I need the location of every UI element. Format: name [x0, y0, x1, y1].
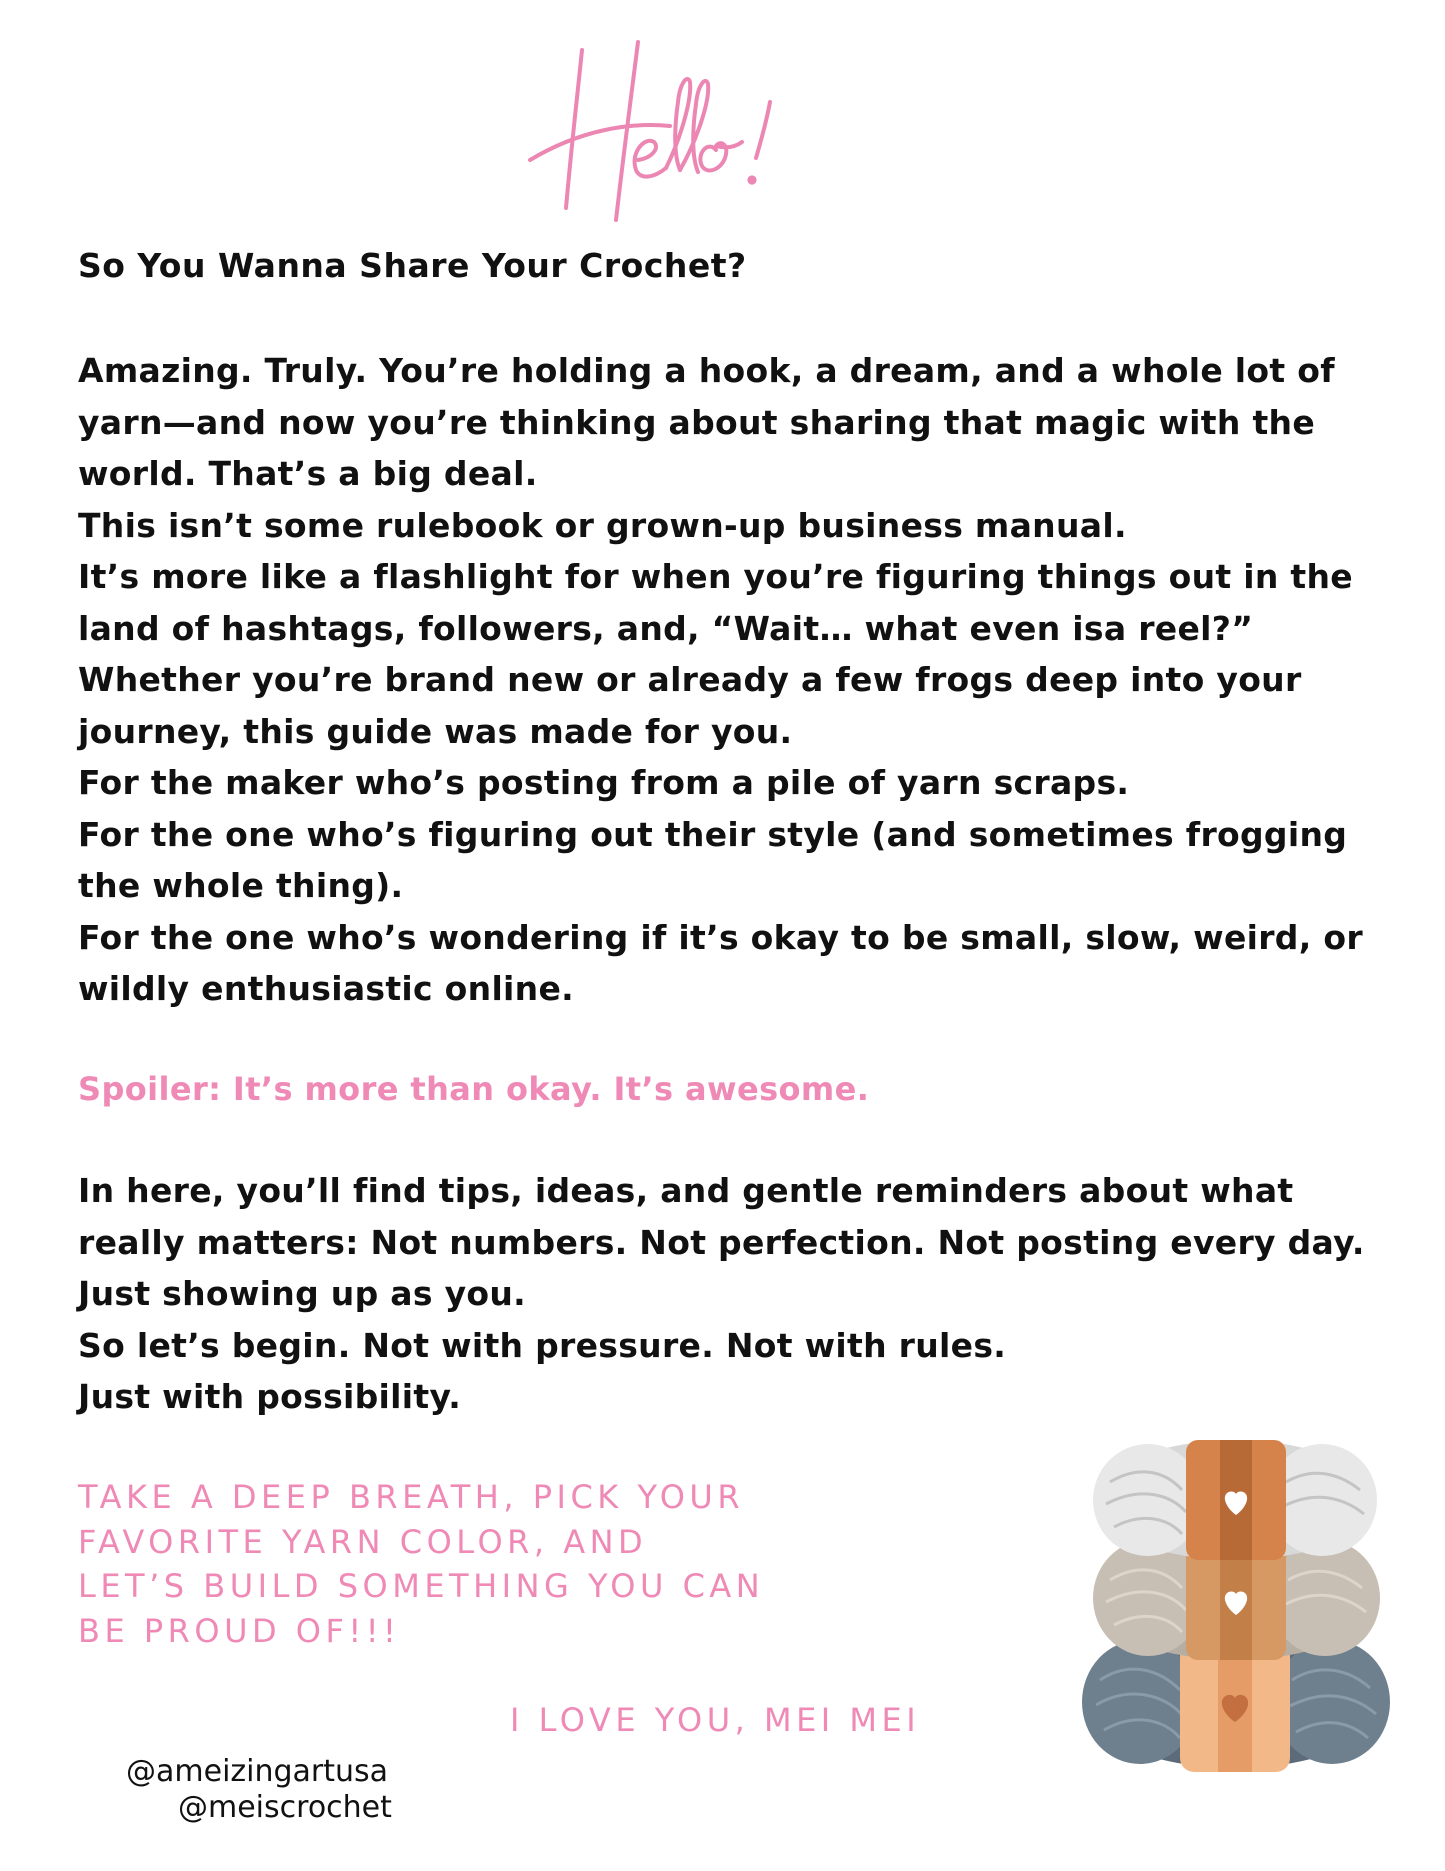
call-to-action — [78, 1475, 764, 1653]
closing-line: really matters: Not numbers. Not perfection. Not posting every day. — [78, 1222, 1365, 1262]
intro-line: Whether you’re brand new or already a few frogs deep into your — [78, 660, 1302, 699]
social-handles — [126, 1754, 392, 1826]
intro-line: Amazing. Truly. You’re holding a hook, a dream, and a whole lot of — [78, 351, 1335, 390]
closing-line: Just with possibility. — [78, 1377, 462, 1416]
intro-line: wildly enthusiastic online. — [78, 969, 574, 1008]
intro-line: For the one who’s figuring out their style (and sometimes frogging — [78, 814, 1348, 854]
intro-line: journey, this guide was made for you. — [78, 711, 793, 751]
intro-line: world. That’s a big deal. — [78, 454, 538, 493]
yarn-skein-grey-icon — [1093, 1440, 1377, 1560]
intro-line: It’s more like a flashlight for when you’re figuring things out in the — [78, 557, 1353, 596]
intro-line: the whole thing). — [78, 866, 404, 905]
intro-line: This isn’t some rulebook or grown-up business manual. — [78, 505, 1127, 545]
closing-line: In here, you’ll find tips, ideas, and gentle reminders about what — [78, 1171, 1294, 1210]
love-note: I LOVE YOU, MEI MEI — [510, 1701, 921, 1739]
cta-line: LET’S BUILD SOMETHING YOU CAN — [78, 1567, 765, 1605]
intro-line: land of hashtags, followers, and, “Wait… what even isa reel?” — [78, 608, 1254, 648]
intro-paragraph — [78, 345, 1398, 1015]
handle-meiscrochet: @meiscrochet — [178, 1790, 392, 1825]
intro-line: For the one who’s wondering if it’s okay to be small, slow, weird, or — [78, 917, 1363, 957]
page-heading: So You Wanna Share Your Crochet? — [78, 246, 747, 285]
yarn-skeins-stack-icon — [1070, 1430, 1400, 1775]
closing-line: Just showing up as you. — [78, 1274, 527, 1313]
intro-line: For the maker who’s posting from a pile of yarn scraps. — [78, 763, 1130, 802]
closing-line: So let’s begin. Not with pressure. Not with rules. — [78, 1325, 1007, 1365]
cta-line: FAVORITE YARN COLOR, AND — [78, 1522, 648, 1561]
intro-line: yarn—and now you’re thinking about sharing that magic with the — [78, 402, 1316, 442]
closing-paragraph — [78, 1165, 1398, 1423]
cta-line: TAKE A DEEP BREATH, PICK YOUR — [78, 1478, 745, 1516]
cta-line: BE PROUD OF!!! — [78, 1611, 401, 1650]
handle-ameizingartusa: @ameizingartusa — [126, 1754, 389, 1789]
spoiler-callout: Spoiler: It’s more than okay. It’s awesome. — [78, 1070, 870, 1108]
